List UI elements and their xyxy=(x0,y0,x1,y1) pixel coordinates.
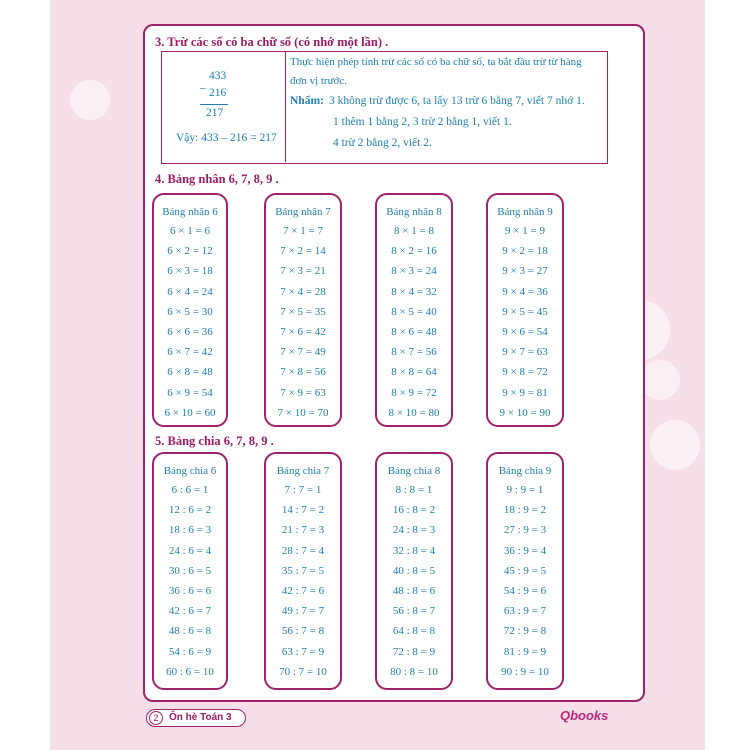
multiplication-table-row: 6 × 6 = 36 xyxy=(167,326,213,338)
division-table-row: 32 : 8 = 4 xyxy=(392,544,436,557)
multiplication-table-card xyxy=(375,193,453,427)
multiplication-table-row: 9 × 1 = 9 xyxy=(505,225,545,237)
division-table-card xyxy=(152,452,228,690)
multiplication-table-card xyxy=(152,193,228,427)
instruction-line1: Thực hiện phép tính trừ các số có ba chữ số, ta bắt đầu trừ từ hàng xyxy=(290,56,582,68)
division-table-row: 48 : 6 = 8 xyxy=(168,625,212,638)
multiplication-table-row: 7 × 4 = 28 xyxy=(280,285,326,298)
multiplication-table-row: 7 × 10 = 70 xyxy=(277,406,329,419)
minuend: 433 xyxy=(209,70,227,82)
division-table-row: 48 : 8 = 6 xyxy=(392,585,436,597)
multiplication-table-row: 6 × 4 = 24 xyxy=(167,285,213,298)
division-table-row: 72 : 9 = 8 xyxy=(503,625,547,638)
multiplication-table-row: 6 × 5 = 30 xyxy=(167,305,213,318)
division-table-card xyxy=(264,452,342,690)
multiplication-table-row: 7 × 7 = 49 xyxy=(280,346,326,359)
multiplication-table-row: 9 × 4 = 36 xyxy=(502,285,548,298)
division-table-row: 90 : 9 = 10 xyxy=(501,665,549,678)
division-table-row: 8 : 8 = 1 xyxy=(395,484,433,496)
division-table-row: 49 : 7 = 7 xyxy=(281,605,325,618)
multiplication-table-row: 8 × 8 = 64 xyxy=(391,366,437,379)
division-table-row: 9 : 9 = 1 xyxy=(506,484,544,496)
multiplication-table-row: 9 × 9 = 81 xyxy=(502,386,548,399)
division-table-row: 35 : 7 = 5 xyxy=(281,564,325,577)
multiplication-table-row: 8 × 4 = 32 xyxy=(391,285,437,298)
subtraction-line xyxy=(200,104,228,105)
division-table-row: 36 : 9 = 4 xyxy=(503,544,547,557)
division-table-row: 56 : 8 = 7 xyxy=(392,605,436,618)
multiplication-table-row: 7 × 2 = 14 xyxy=(280,245,326,258)
division-table-row: 6 : 6 = 1 xyxy=(171,484,209,496)
multiplication-table-row: 6 × 7 = 42 xyxy=(167,346,213,359)
multiplication-table-row: 7 × 3 = 21 xyxy=(280,265,326,278)
division-table-row: 24 : 8 = 3 xyxy=(392,524,436,537)
division-table-row: 14 : 7 = 2 xyxy=(281,504,325,517)
footer-tab xyxy=(146,709,246,727)
book-title: Ôn hè Toán 3 xyxy=(169,712,232,723)
multiplication-table-row: 7 × 1 = 7 xyxy=(283,225,323,237)
multiplication-table-row: 8 × 3 = 24 xyxy=(391,265,437,278)
division-table-row: 60 : 6 = 10 xyxy=(166,665,214,678)
bokeh-decoration xyxy=(640,360,680,400)
instruction-line2: đơn vị trước. xyxy=(290,75,348,87)
multiplication-table-row: 7 × 9 = 63 xyxy=(280,386,326,399)
difference: 217 xyxy=(206,107,224,119)
step2: 1 thêm 1 bằng 2, 3 trừ 2 bằng 1, viết 1. xyxy=(333,116,512,128)
multiplication-table-row: 8 × 1 = 8 xyxy=(394,225,434,237)
multiplication-table-row: 9 × 2 = 18 xyxy=(502,245,548,258)
multiplication-table-card xyxy=(486,193,564,427)
multiplication-table-row: 6 × 2 = 12 xyxy=(167,245,213,258)
multiplication-table-title: Bảng nhân 8 xyxy=(386,206,442,218)
nham-label: Nhẩm: xyxy=(290,95,324,107)
division-table-row: 63 : 7 = 9 xyxy=(281,645,325,658)
section3-heading: 3. Trừ các số có ba chữ số (có nhớ một lần) . xyxy=(155,35,389,49)
multiplication-table-row: 9 × 10 = 90 xyxy=(499,406,551,419)
multiplication-table-title: Bảng nhân 9 xyxy=(497,206,553,218)
subtrahend: 216 xyxy=(209,87,227,99)
division-table-row: 64 : 8 = 8 xyxy=(392,625,436,638)
multiplication-table-row: 9 × 7 = 63 xyxy=(502,346,548,359)
publisher-logo: Qbooks xyxy=(560,708,609,723)
division-table-row: 54 : 6 = 9 xyxy=(168,645,212,658)
summary-equation: Vậy: 433 – 216 = 217 xyxy=(176,132,277,144)
division-table-row: 54 : 9 = 6 xyxy=(503,585,547,597)
division-table-row: 18 : 6 = 3 xyxy=(168,524,212,537)
division-table-card xyxy=(375,452,453,690)
multiplication-table-row: 6 × 1 = 6 xyxy=(170,225,210,237)
multiplication-table-row: 6 × 10 = 60 xyxy=(164,406,216,419)
division-table-card xyxy=(486,452,564,690)
multiplication-table-row: 7 × 8 = 56 xyxy=(280,366,326,379)
multiplication-table-row: 7 × 6 = 42 xyxy=(280,326,326,338)
multiplication-table-row: 9 × 3 = 27 xyxy=(502,265,548,278)
division-table-row: 40 : 8 = 5 xyxy=(392,564,436,577)
multiplication-table-title: Bảng nhân 6 xyxy=(162,206,218,218)
multiplication-table-title: Bảng nhân 7 xyxy=(275,206,331,218)
multiplication-table-row: 7 × 5 = 35 xyxy=(280,305,326,318)
multiplication-table-row: 6 × 8 = 48 xyxy=(167,366,213,379)
division-table-row: 18 : 9 = 2 xyxy=(503,504,547,517)
section4-heading: 4. Bảng nhân 6, 7, 8, 9 . xyxy=(155,172,279,186)
division-table-row: 7 : 7 = 1 xyxy=(284,484,322,496)
division-table-title: Bảng chia 7 xyxy=(276,465,330,477)
multiplication-table-row: 6 × 3 = 18 xyxy=(167,265,213,278)
multiplication-table-row: 8 × 9 = 72 xyxy=(391,386,437,399)
step3: 4 trừ 2 bằng 2, viết 2. xyxy=(333,137,432,149)
multiplication-table-row: 8 × 7 = 56 xyxy=(391,346,437,359)
division-table-row: 72 : 8 = 9 xyxy=(392,645,436,658)
division-table-title: Bảng chia 9 xyxy=(498,465,552,477)
division-table-row: 16 : 8 = 2 xyxy=(392,504,436,517)
division-table-row: 36 : 6 = 6 xyxy=(168,585,212,597)
multiplication-table-row: 8 × 5 = 40 xyxy=(391,305,437,318)
division-table-row: 42 : 6 = 7 xyxy=(168,605,212,618)
division-table-row: 63 : 9 = 7 xyxy=(503,605,547,618)
multiplication-table-row: 8 × 10 = 80 xyxy=(388,406,440,419)
division-table-title: Bảng chia 6 xyxy=(163,465,217,477)
division-table-row: 24 : 6 = 4 xyxy=(168,544,212,557)
division-table-row: 21 : 7 = 3 xyxy=(281,524,325,537)
division-table-row: 80 : 8 = 10 xyxy=(390,665,438,678)
multiplication-table-row: 9 × 6 = 54 xyxy=(502,326,548,338)
division-table-row: 42 : 7 = 6 xyxy=(281,585,325,597)
subtraction-explanation xyxy=(290,52,606,162)
division-table-row: 12 : 6 = 2 xyxy=(168,504,212,517)
subtraction-workings xyxy=(162,52,286,162)
multiplication-table-row: 6 × 9 = 54 xyxy=(167,386,213,399)
multiplication-table-row: 8 × 2 = 16 xyxy=(391,245,437,258)
step1: 3 không trừ được 6, ta lấy 13 trừ 6 bằng 7, viết 7 nhớ 1. xyxy=(329,95,585,107)
minus-sign: – xyxy=(200,82,206,94)
multiplication-table-row: 9 × 5 = 45 xyxy=(502,305,548,318)
multiplication-table-row: 8 × 6 = 48 xyxy=(391,326,437,338)
division-table-row: 28 : 7 = 4 xyxy=(281,544,325,557)
division-table-row: 70 : 7 = 10 xyxy=(279,665,327,678)
division-table-row: 81 : 9 = 9 xyxy=(503,645,547,658)
division-table-row: 27 : 9 = 3 xyxy=(503,524,547,537)
division-table-row: 45 : 9 = 5 xyxy=(503,564,547,577)
page-number: 2 xyxy=(149,711,163,725)
multiplication-table-card xyxy=(264,193,342,427)
division-table-title: Bảng chia 8 xyxy=(387,465,441,477)
section5-heading: 5. Bảng chia 6, 7, 8, 9 . xyxy=(155,434,274,448)
division-table-row: 30 : 6 = 5 xyxy=(168,564,212,577)
division-table-row: 56 : 7 = 8 xyxy=(281,625,325,638)
subtraction-box xyxy=(161,51,608,164)
multiplication-table-row: 9 × 8 = 72 xyxy=(502,366,548,379)
bokeh-decoration xyxy=(650,420,700,470)
bokeh-decoration xyxy=(70,80,110,120)
